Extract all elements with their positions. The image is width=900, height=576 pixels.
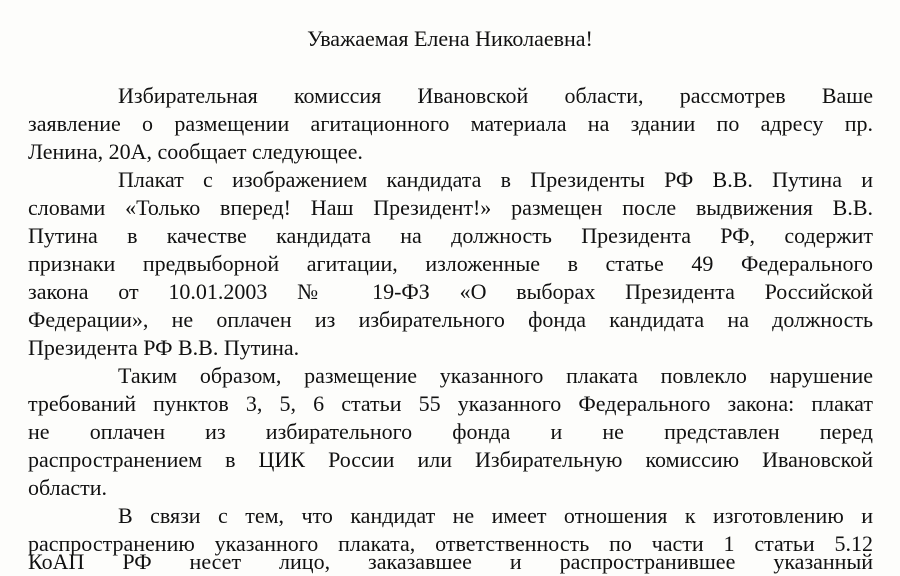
letter-line: требований пунктов 3, 5, 6 статьи 55 указанного Федерального закона: плакат — [28, 391, 873, 416]
letter-line: Избирательная комиссия Ивановской области, рассмотрев Ваше — [118, 83, 873, 108]
letter-line: Президента РФ В.В. Путина. — [28, 335, 300, 360]
letter-line: области. — [28, 475, 108, 500]
letter-line: Плакат с изображением кандидата в Президенты РФ В.В. Путина и — [118, 167, 873, 192]
letter-line: Федерации», не оплачен из избирательного фонда кандидата на должность — [28, 307, 873, 332]
letter-line: В связи с тем, что кандидат не имеет отношения к изготовлению и — [118, 503, 873, 528]
letter-line-partial: КоАП РФ несет лицо, заказавшее и распространившее указанный — [28, 549, 873, 574]
letter-line: закона от 10.01.2003 № 19-ФЗ «О выборах Президента Российской — [28, 279, 873, 304]
letter-line: Таким образом, размещение указанного плаката повлекло нарушение — [118, 363, 873, 388]
letter-line: заявление о размещении агитационного материала на здании по адресу пр. — [28, 111, 873, 136]
letter-line: не оплачен из избирательного фонда и не представлен перед — [28, 419, 873, 444]
letter-line: признаки предвыборной агитации, изложенные в статье 49 Федерального — [28, 251, 873, 276]
letter-greeting: Уважаемая Елена Николаевна! — [307, 26, 593, 51]
letter-line: Путина в качестве кандидата на должность Президента РФ, содержит — [28, 223, 873, 248]
letter-line: распространением в ЦИК России или Избирательную комиссию Ивановской — [28, 447, 873, 472]
letter-line: словами «Только вперед! Наш Президент!» размещен после выдвижения В.В. — [28, 195, 873, 220]
letter-line: Ленина, 20А, сообщает следующее. — [28, 139, 363, 164]
letter-line: распространению указанного плаката, ответственность по части 1 статьи 5.12 — [28, 531, 873, 556]
